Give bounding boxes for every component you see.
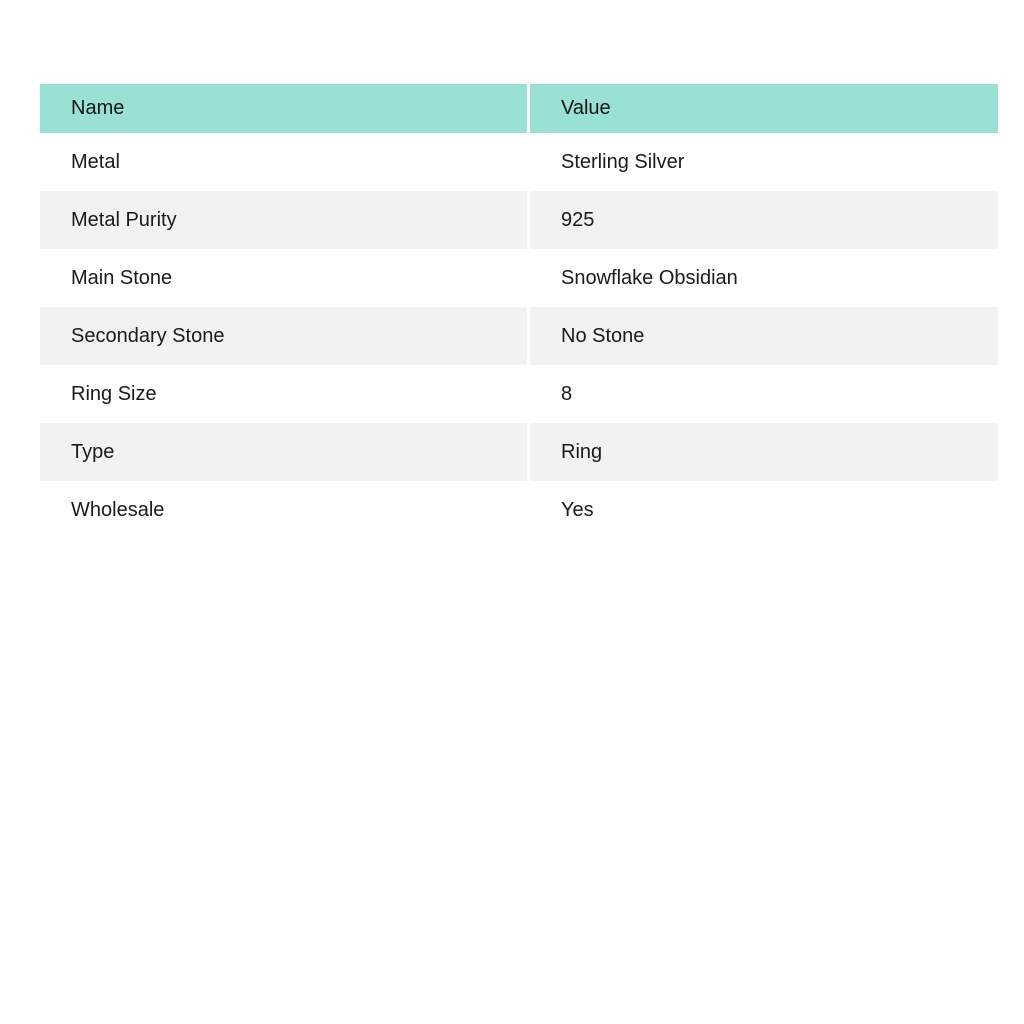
product-specs-table bbox=[37, 84, 1001, 539]
spec-value-cell: Ring bbox=[530, 423, 998, 481]
spec-value-cell: Snowflake Obsidian bbox=[530, 249, 998, 307]
spec-name-cell: Type bbox=[40, 423, 527, 481]
name-column-header: Name bbox=[40, 84, 527, 133]
spec-value-cell: 925 bbox=[530, 191, 998, 249]
table-row bbox=[40, 423, 998, 481]
specs-table-header bbox=[40, 84, 998, 133]
specs-table-body bbox=[40, 133, 998, 539]
spec-value-cell: Yes bbox=[530, 481, 998, 539]
spec-name-cell: Main Stone bbox=[40, 249, 527, 307]
table-row bbox=[40, 365, 998, 423]
table-row bbox=[40, 307, 998, 365]
spec-name-cell: Ring Size bbox=[40, 365, 527, 423]
header-row bbox=[40, 84, 998, 133]
table-row bbox=[40, 481, 998, 539]
spec-name-cell: Secondary Stone bbox=[40, 307, 527, 365]
spec-value-cell: 8 bbox=[530, 365, 998, 423]
spec-value-cell: Sterling Silver bbox=[530, 133, 998, 191]
spec-name-cell: Wholesale bbox=[40, 481, 527, 539]
value-column-header: Value bbox=[530, 84, 998, 133]
spec-name-cell: Metal bbox=[40, 133, 527, 191]
table-row bbox=[40, 249, 998, 307]
table-row bbox=[40, 133, 998, 191]
spec-name-cell: Metal Purity bbox=[40, 191, 527, 249]
table-row bbox=[40, 191, 998, 249]
spec-value-cell: No Stone bbox=[530, 307, 998, 365]
